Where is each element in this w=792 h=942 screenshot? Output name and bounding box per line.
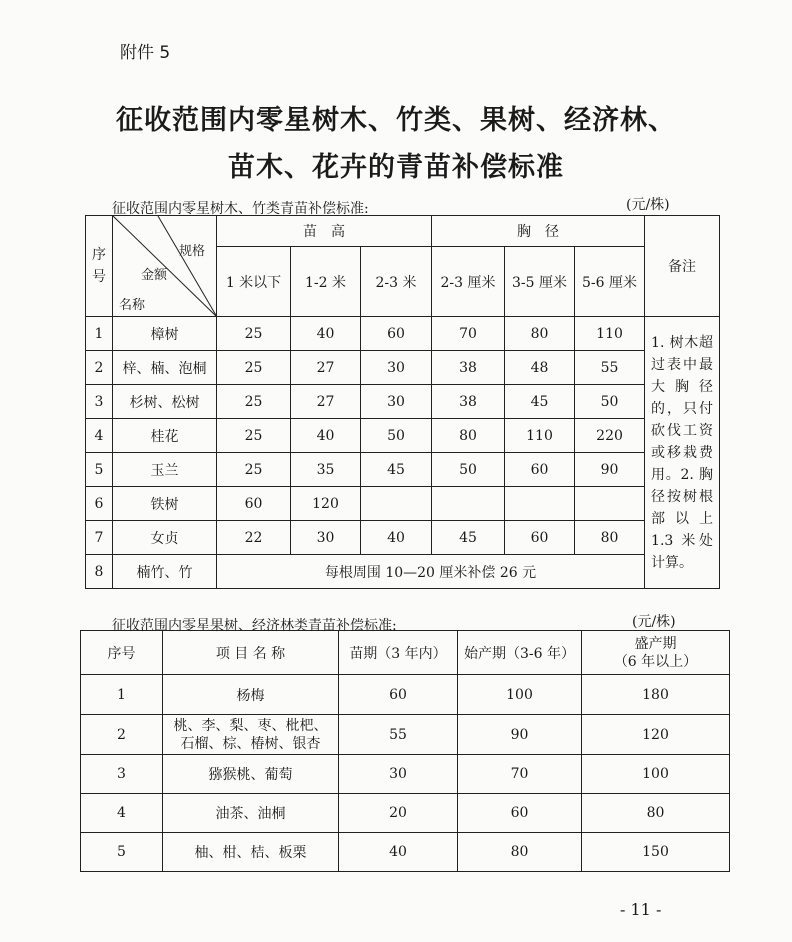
value-cell: 60: [339, 675, 458, 715]
seq-cell: 3: [86, 385, 113, 419]
amount-label: 金额: [141, 268, 168, 283]
peak-header-line2: （6 年以上）: [613, 653, 698, 670]
name-cell: 玉兰: [113, 453, 217, 487]
value-cell: 25: [217, 351, 291, 385]
value-cell: 25: [217, 317, 291, 351]
table-row: [86, 317, 720, 351]
value-cell: 45: [361, 453, 432, 487]
remark-cell: 1. 树木超过表中最大胸径的，只付砍伐工资或移栽费用。2. 胸径按树根部以上 1.3 米处计算。: [645, 317, 720, 589]
value-cell: 50: [575, 385, 645, 419]
value-cell: 80: [505, 317, 575, 351]
seq-cell: 2: [81, 715, 163, 755]
value-cell: 40: [291, 419, 361, 453]
table-row: [81, 675, 730, 715]
diameter-group-header: 胸 径: [432, 216, 645, 247]
name-cell: 杨梅: [163, 675, 339, 715]
value-cell: 45: [432, 521, 505, 555]
value-cell: 70: [432, 317, 505, 351]
table-row: [86, 419, 720, 453]
table1-unit: (元/株): [626, 197, 670, 213]
value-cell: 80: [575, 521, 645, 555]
value-cell: 45: [505, 385, 575, 419]
tree-compensation-table: [85, 215, 720, 589]
table-row: [81, 833, 730, 872]
remark-header: 备注: [645, 216, 720, 317]
name-cell: 铁树: [113, 487, 217, 521]
table2-caption: 征收范围内零星果树、经济林类青苗补偿标准:: [112, 618, 397, 634]
value-cell: [361, 487, 432, 521]
table1-caption: 征收范围内零星树木、竹类青苗补偿标准:: [112, 201, 369, 217]
peak-header-line1: 盛产期: [634, 635, 677, 652]
value-cell: 50: [432, 453, 505, 487]
value-cell: 27: [291, 385, 361, 419]
col-header: 2-3 米: [361, 247, 432, 317]
bamboo-note-cell: 每根周围 10—20 厘米补偿 26 元: [217, 555, 645, 589]
seq-cell: 7: [86, 521, 113, 555]
value-cell: 60: [458, 794, 582, 833]
value-cell: 30: [361, 385, 432, 419]
value-cell: 38: [432, 385, 505, 419]
value-cell: 20: [339, 794, 458, 833]
seq-cell: 2: [86, 351, 113, 385]
value-cell: 55: [575, 351, 645, 385]
table-row: [81, 794, 730, 833]
name-cell: [163, 715, 339, 755]
table-row: [81, 755, 730, 794]
value-cell: 80: [582, 794, 730, 833]
value-cell: 80: [458, 833, 582, 872]
value-cell: 100: [458, 675, 582, 715]
value-cell: 120: [291, 487, 361, 521]
name-line2: 石榴、棕、椿树、银杏: [180, 735, 321, 752]
name-cell: 樟树: [113, 317, 217, 351]
fruit-tree-compensation-table: [80, 630, 730, 872]
value-cell: 50: [361, 419, 432, 453]
value-cell: 25: [217, 419, 291, 453]
table-row: [81, 715, 730, 755]
peak-header: [582, 631, 730, 675]
value-cell: 30: [291, 521, 361, 555]
table-row: [86, 521, 720, 555]
name-line1: 桃、李、梨、枣、枇杷、: [173, 717, 328, 734]
name-cell: 楠竹、竹: [113, 555, 217, 589]
value-cell: 150: [582, 833, 730, 872]
value-cell: 25: [217, 453, 291, 487]
height-group-header: 苗 高: [217, 216, 432, 247]
name-header: 项 目 名 称: [163, 631, 339, 675]
name-cell: 柚、柑、桔、板栗: [163, 833, 339, 872]
value-cell: 60: [505, 453, 575, 487]
page-title-line1: 征收范围内零星树木、竹类、果树、经济林、: [116, 105, 676, 136]
seq-cell: 4: [86, 419, 113, 453]
value-cell: 90: [458, 715, 582, 755]
value-cell: 80: [432, 419, 505, 453]
page-title-line2: 苗木、花卉的青苗补偿标准: [228, 152, 564, 183]
table2-unit: (元/株): [632, 614, 676, 630]
table-row: [86, 555, 720, 589]
name-label: 名称: [119, 298, 146, 313]
name-cell: 女贞: [113, 521, 217, 555]
value-cell: 110: [505, 419, 575, 453]
seedling-header: 苗期（3 年内）: [339, 631, 458, 675]
value-cell: 90: [575, 453, 645, 487]
value-cell: [432, 487, 505, 521]
value-cell: 48: [505, 351, 575, 385]
value-cell: 120: [582, 715, 730, 755]
value-cell: 27: [291, 351, 361, 385]
table-row: [86, 351, 720, 385]
value-cell: 70: [458, 755, 582, 794]
name-cell: 猕猴桃、葡萄: [163, 755, 339, 794]
seq-cell: 1: [86, 317, 113, 351]
value-cell: 40: [361, 521, 432, 555]
table-row: [86, 487, 720, 521]
value-cell: 35: [291, 453, 361, 487]
spec-label: 规格: [179, 244, 206, 259]
value-cell: 38: [432, 351, 505, 385]
value-cell: [505, 487, 575, 521]
value-cell: 60: [505, 521, 575, 555]
name-cell: 杉树、松树: [113, 385, 217, 419]
value-cell: 220: [575, 419, 645, 453]
seq-header: 序号: [81, 631, 163, 675]
col-header: 2-3 厘米: [432, 247, 505, 317]
value-cell: 40: [291, 317, 361, 351]
seq-cell: 6: [86, 487, 113, 521]
name-cell: 油茶、油桐: [163, 794, 339, 833]
value-cell: 30: [339, 755, 458, 794]
seq-cell: 5: [86, 453, 113, 487]
seq-header: 序号: [86, 216, 113, 317]
col-header: 3-5 厘米: [505, 247, 575, 317]
table-row: [86, 453, 720, 487]
seq-cell: 1: [81, 675, 163, 715]
value-cell: 55: [339, 715, 458, 755]
name-cell: 梓、楠、泡桐: [113, 351, 217, 385]
diagonal-header-cell: [113, 216, 217, 317]
value-cell: 60: [361, 317, 432, 351]
name-cell: 桂花: [113, 419, 217, 453]
value-cell: 60: [217, 487, 291, 521]
value-cell: 30: [361, 351, 432, 385]
col-header: 1-2 米: [291, 247, 361, 317]
value-cell: 22: [217, 521, 291, 555]
seq-cell: 3: [81, 755, 163, 794]
col-header: 5-6 厘米: [575, 247, 645, 317]
page-number: - 11 -: [620, 900, 662, 919]
seq-cell: 5: [81, 833, 163, 872]
attachment-label: 附件 5: [120, 43, 171, 63]
seq-cell: 4: [81, 794, 163, 833]
value-cell: 40: [339, 833, 458, 872]
seq-cell: 8: [86, 555, 113, 589]
value-cell: 25: [217, 385, 291, 419]
table-row: [86, 385, 720, 419]
early-header: 始产期（3-6 年）: [458, 631, 582, 675]
value-cell: [575, 487, 645, 521]
col-header: 1 米以下: [217, 247, 291, 317]
value-cell: 100: [582, 755, 730, 794]
value-cell: 110: [575, 317, 645, 351]
value-cell: 180: [582, 675, 730, 715]
